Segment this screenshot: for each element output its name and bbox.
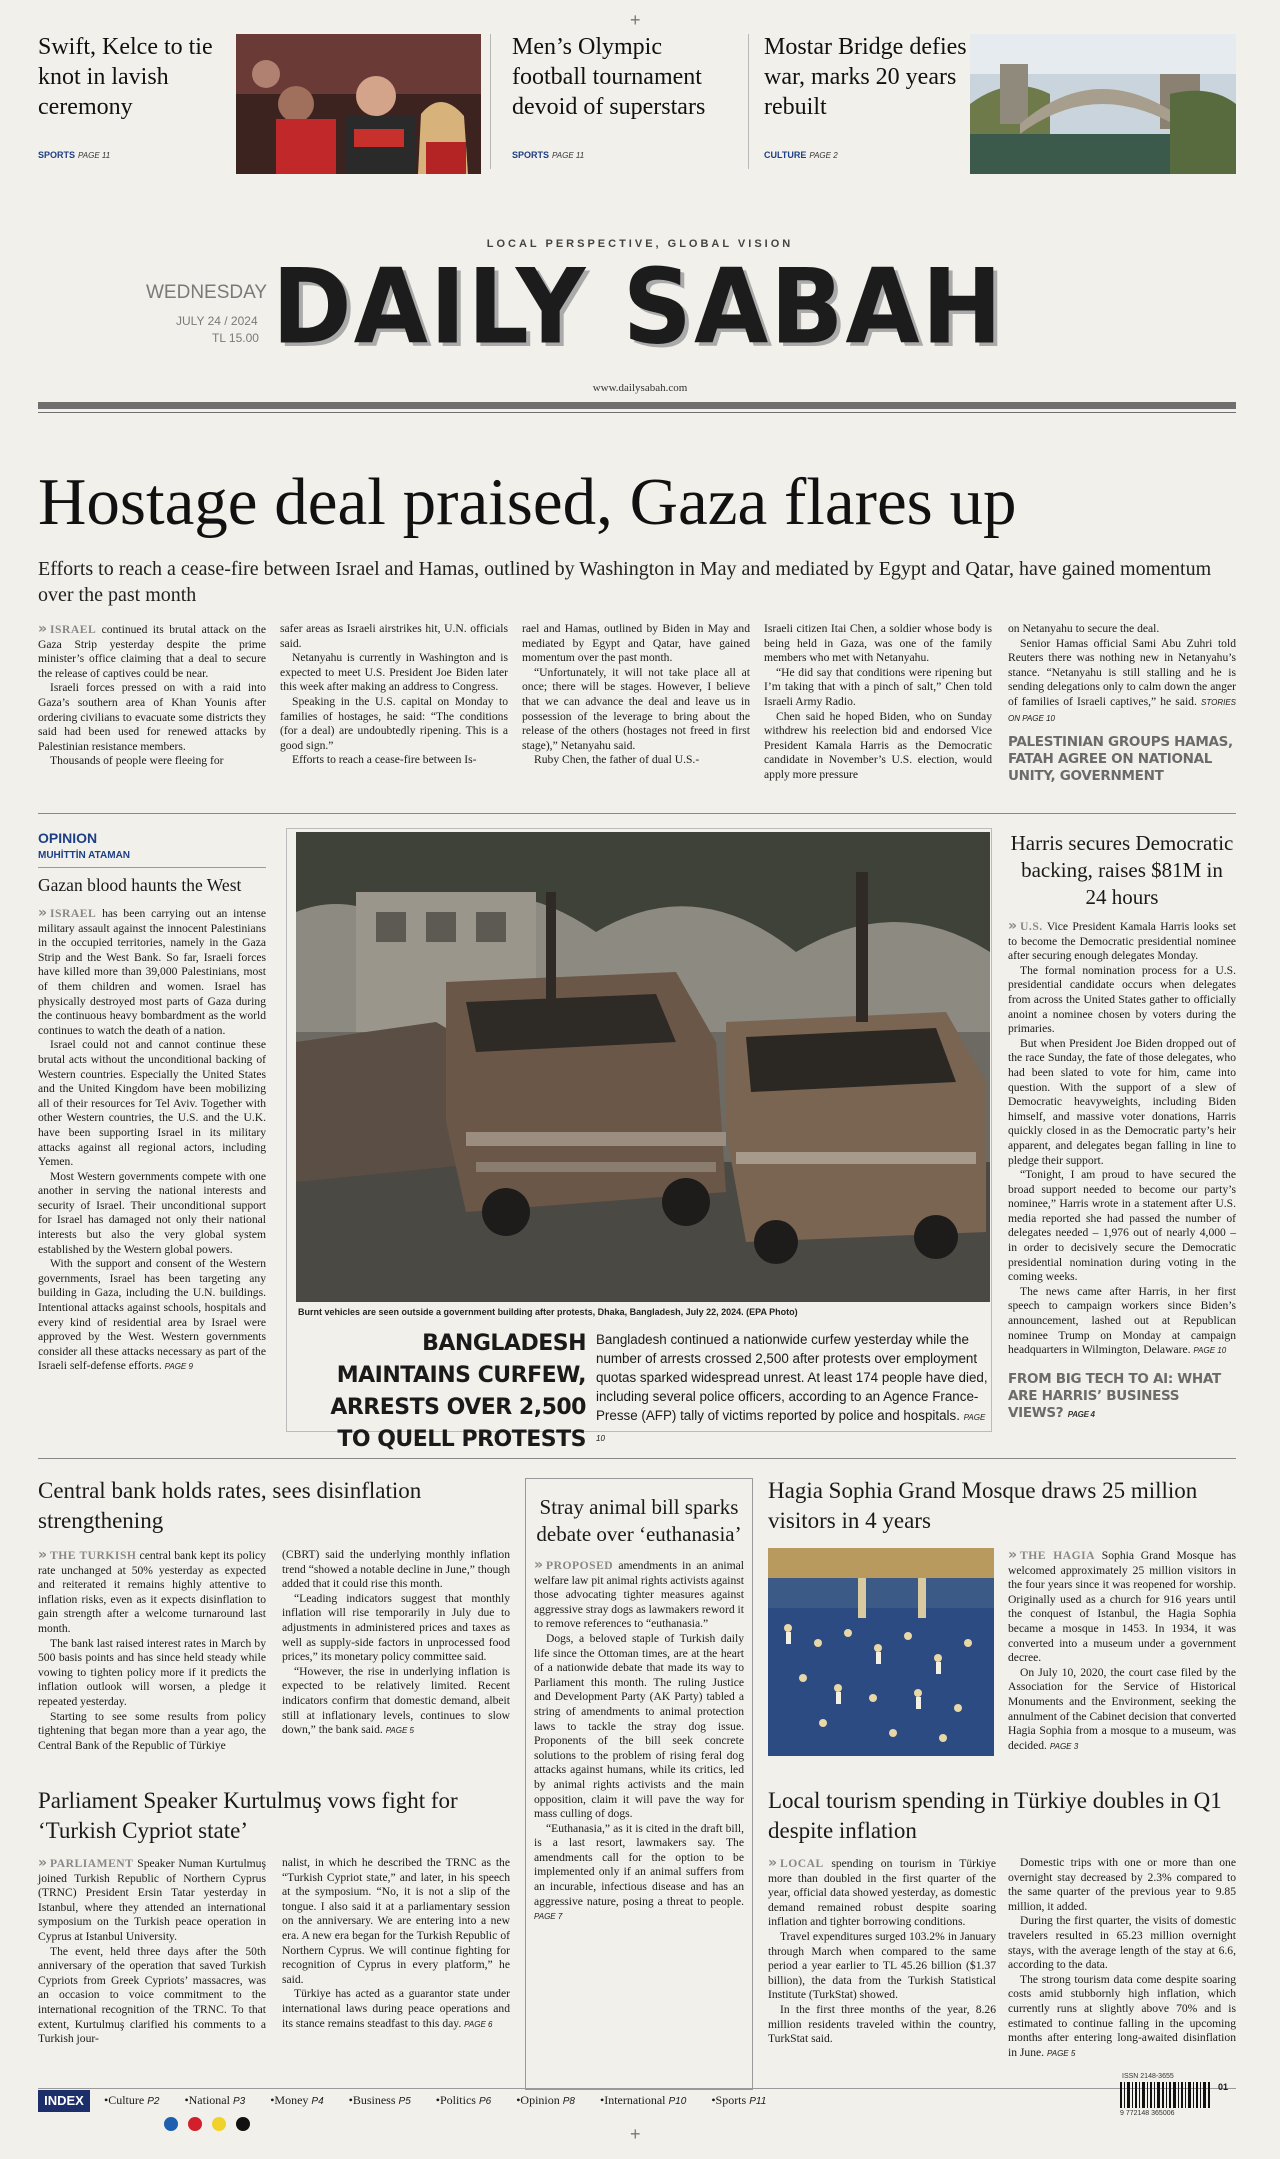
barcode-icon xyxy=(1120,2082,1216,2108)
issue-number: 01 xyxy=(1218,2082,1229,2092)
bangladesh-burnt-vehicles-photo xyxy=(296,832,990,1302)
chevron-right-icon: » xyxy=(534,1557,544,1573)
index-label: INDEX xyxy=(38,2090,90,2112)
index-item-money[interactable]: •Money P4 xyxy=(270,2093,324,2107)
bank-column-2: (CBRT) said the underlying monthly inflation trend “showed a notable decline in June,” though added that it could rise this month. “Leading indicators suggest that monthly inflation will rise temporarily in July due to adjustments in administered prices and taxes as well as supply-side factors in unprocessed food prices,” its monetary policy committee said. “However, the rise in underlying inflation is expected to be relatively limited. Recent indicators confirm that domestic demand, albeit still at inflationary levels, continues to slow down,” the bank said. PAGE 5 xyxy=(282,1548,510,1737)
index-items xyxy=(104,2093,766,2108)
masthead-url[interactable]: www.dailysabah.com xyxy=(592,382,688,394)
masthead-tagline: LOCAL PERSPECTIVE, GLOBAL VISION xyxy=(486,238,794,250)
tourism-title[interactable]: Local tourism spending in Türkiye doubles in Q1 despite inflation xyxy=(768,1788,1222,1843)
speaker-column-2: nalist, in which he described the TRNC as the “Turkish Cypriot state,” and later, in his speech at the symposium. “No, it is not a slip of the tongue. I also said it at a parliamentary session on the anniversary. We are entering into a new era. A new era began for the Turkish Republic of Northern Cyprus. We will continue fighting for recognition of Cyprus in every platform,” he said. Türkiye has acted as a guarantor state under international laws during peace operations and its stance remains steadfast to this day. PAGE 6 xyxy=(282,1856,510,2030)
harris-related-link[interactable]: FROM BIG TECH TO AI: WHAT ARE HARRIS’ BUSINESS VIEWS? PAGE 4 xyxy=(1008,1370,1221,1421)
teaser-strip xyxy=(0,0,1280,190)
index-item-politics[interactable]: •Politics P6 xyxy=(435,2093,492,2107)
swift-kelce-photo xyxy=(236,34,481,174)
harris-title[interactable]: Harris secures Democratic backing, raises $81M in 24 hours xyxy=(1010,831,1234,909)
opinion-author: MUHİTTİN ATAMAN xyxy=(38,850,131,861)
chevron-right-icon: » xyxy=(38,621,48,637)
lead-column-1: » ISRAEL continued its brutal attack on the Gaza Strip yesterday despite the prime minister’s office claiming that a deal to secure the release of captives could be near. Israeli forces pressed on with a raid into Gaza’s southern area of Khan Younis after ordering civilians to evacuate some districts they said had been used for renewed attacks by Palestinian resistance members. Thousands of people were fleeing for xyxy=(38,621,266,768)
lead-related-link[interactable]: PALESTINIAN GROUPS HAMAS, FATAH AGREE ON NATIONAL UNITY, GOVERNMENT xyxy=(1008,734,1233,785)
masthead-day: WEDNESDAY xyxy=(146,282,268,303)
barcode-digits: 9 772148 365006 xyxy=(1120,2110,1175,2117)
hagia-column: » THE HAGIA Sophia Grand Mosque has welcomed approximately 25 million visitors in the four years since it was reopened for worship. Originally used as a church for 916 years until the conquest of Istanbul, the Hagia Sophia became a mosque in 1453. In 1934, it was converted into a museum under a government decree. On July 10, 2020, the court case filed by the Association for the Service of Historical Monuments and the Environment, seeking the annulment of the Cabinet decision that converted Hagia Sophia from a mosque to a museum, was decided. PAGE 3 xyxy=(1008,1547,1236,1752)
hagia-title[interactable]: Hagia Sophia Grand Mosque draws 25 million visitors in 4 years xyxy=(768,1478,1198,1533)
mostar-bridge-photo xyxy=(970,34,1236,174)
teaser-title-olympics[interactable]: Men’s Olympic football tournament devoid of superstars xyxy=(512,34,706,120)
chevron-right-icon: » xyxy=(1008,1547,1018,1563)
speaker-column-1: » PARLIAMENT Speaker Numan Kurtulmuş joined Turkish Republic of Northern Cyprus (TRNC) President Ersin Tatar yesterday in Istanbul, where they attended an international symposium on the Turkish peace operation in Cyprus at Istanbul University. The event, held three days after the 50th anniversary of the operation that saved Turkish Cypriots from Greek Cypriots’ massacres, was an occasion to voice commitment to the international recognition of the TRNC. To that extent, Kurtulmuş clarified his comments to a Turkish jour- xyxy=(38,1855,266,2046)
lead-deck: Efforts to reach a cease-fire between Israel and Hamas, outlined by Washington in May and mediated by Egypt and Qatar, have gained momentum over the past month xyxy=(38,558,1212,606)
index-item-international[interactable]: •International P10 xyxy=(600,2093,687,2107)
masthead xyxy=(0,190,1280,420)
masthead-thin-rule xyxy=(38,412,1236,413)
index-item-sports[interactable]: •Sports P11 xyxy=(711,2093,767,2107)
masthead-price: TL 15.00 xyxy=(212,331,259,345)
lead-column-5: on Netanyahu to secure the deal. Senior Hamas official Sami Abu Zuhri told Reuters there was nothing new in Netanyahu’s stance. “Netanyahu is still stalling and he is sending delegations only to calm down the anger of families of Israeli captives,” he said. STORIES ON PAGE 10 PALESTINIAN GROUPS HAMAS, FATAH AGREE ON NATIONAL UNITY, GOVERNMENT xyxy=(1008,622,1236,785)
registration-mark-icon: + xyxy=(630,10,641,30)
chevron-right-icon: » xyxy=(38,1547,48,1563)
teaser-kicker-swift: SPORTS PAGE 11 xyxy=(38,150,111,160)
issn-number: ISSN 2148-3655 xyxy=(1122,2073,1174,2080)
lead-column-3: rael and Hamas, outlined by Biden in May and mediated by Egypt and Qatar, have gained momentum over the past month. “Unfortunately, it will not take place all at once; there will be stages. However, I believe that we can advance the deal and leave us in possession of the leverage to bring about the release of the others (hostages not freed in first stage),” Netanyahu said. Ruby Chen, the father of dual U.S.- xyxy=(522,622,750,767)
teaser-title-swift[interactable]: Swift, Kelce to tie knot in lavish ceremony xyxy=(38,34,213,120)
opinion-label: OPINION xyxy=(38,830,98,846)
harris-column: Harris secures Democratic backing, raises $81M in 24 hours » U.S. Vice President Kamala Harris looks set to become the Democratic presidential nominee after securing enough delegates Monday. The formal nomination process for a U.S. presidential candidate occurs when delegates from across the United States gather to officially anoint a nominee chosen by voters during the primaries. But when President Joe Biden dropped out of the race Sunday, the fate of those delegates, who had been slated to vote for him, came into question. With the support of a slew of Democratic heavyweights, including Biden himself, and massive voter donations, Harris quickly closed in as the Democratic party’s heir apparent, and delegates began falling in line to pledge their support. “Tonight, I am proud to have secured the broad support needed to become our party’s nominee,” Harris wrote in a statement after U.S. media reported she had passed the number of delegates needed – 1,976 out of nearly 4,000 – in order to decisively secure the Democratic presidential nomination during voting in the coming weeks. The news came after Harris, in her first speech to campaign workers since Biden’s announcement, lashed out at Republican nominee Trump on Monday at campaign headquarters in Wilmington, Delaware. PAGE 10 FROM BIG TECH TO AI: WHAT ARE HARRIS’ BUSINESS VIEWS? PAGE 4 xyxy=(1008,831,1236,1421)
chevron-right-icon: » xyxy=(768,1855,778,1871)
opinion-column: OPINION MUHİTTİN ATAMAN Gazan blood haunts the West » ISRAEL has been carrying out an intense military assault against the innocent Palestinians in the occupied territories, namely in the Gaza Strip and the West Bank. So far, Israeli forces have killed more than 39,000 Palestinians, most of them children and women. Israel has physically destroyed most parts of Gaza during the continuous heavy bombardment as the world continues to watch the death of a nation. Israel could not and cannot continue these brutal acts without the unconditional backing of Western countries. Especially the United States and the United Kingdom have been mobilizing all of their resources for Tel Aviv. Together with other Western countries, the U.S. and the U.K. have been supporting Israel in its military attacks against all regional actors, including Yemen. Most Western governments compete with one another in serving the national interests and security of Israel. Their unconditional support for Israel has damaged not only their national interests but also the very global system established by the Western global powers. With the support and consent of the Western governments, Israel has been targeting any building in Gaza, including the U.N. buildings. Intentional attacks against schools, hospitals and every kind of residential area by Israel were approved by the West. Western governments consider all these attacks necessary as part of the Israeli self-defense efforts. PAGE 9 xyxy=(38,830,266,1373)
teaser-kicker-olympics: SPORTS PAGE 11 xyxy=(512,150,585,160)
tourism-column-1: » LOCAL spending on tourism in Türkiye more than doubled in the first quarter of the year, official data showed yesterday, as domestic demand remained robust despite soaring inflation and tighter borrowing conditions. Travel expenditures surged 103.2% in January through March when compared to the same period a year earlier to TL 45.26 billion ($1.37 billion), the data from the Turkish Statistical Institute (TurkStat) showed. In the first three months of the year, 8.26 million residents traveled within the country, TurkStat said. xyxy=(768,1855,996,2046)
masthead-date: JULY 24 / 2024 xyxy=(176,314,258,328)
speaker-title[interactable]: Parliament Speaker Kurtulmuş vows fight for ‘Turkish Cypriot state’ xyxy=(38,1788,458,1843)
section-divider xyxy=(38,1458,1236,1459)
hagia-sophia-visitors-photo xyxy=(768,1548,994,1756)
bank-column-1: » THE TURKISH central bank kept its policy rate unchanged at 50% yesterday as expected and reiterated it remains highly attentive to inflation risks, even as it expects disinflation to gain strength after a welcome turnaround last month. The bank last raised interest rates in March by 500 basis points and has since held steady while vowing to tighten policy more if it predicts the inflation outlook will worsen, a pledge it repeated yesterday. Starting to see some results from policy tightening that began more than a year ago, the Central Bank of the Republic of Türkiye xyxy=(38,1547,266,1752)
chevron-right-icon: » xyxy=(38,905,48,921)
index-item-opinion[interactable]: •Opinion P8 xyxy=(516,2093,575,2107)
index-item-culture[interactable]: •Culture P2 xyxy=(104,2093,160,2107)
bangladesh-headline[interactable]: BANGLADESH MAINTAINS CURFEW, ARRESTS OVER 2,500 TO QUELL PROTESTS xyxy=(330,1331,586,1452)
teaser-kicker-mostar: CULTURE PAGE 2 xyxy=(764,150,838,160)
tourism-column-2: Domestic trips with one or more than one overnight stay decreased by 2.3% compared to the same quarter of the previous year to 9.85 million, it added. During the first quarter, the visits of domestic travelers resulted in 65.23 million overnight stays, with the average length of the stay at 6.6, according to the data. The strong tourism data come despite soaring costs amid stubbornly high inflation, which currently runs at slightly above 70% and is estimated to continue falling in the upcoming months after entering long-awaited disinflation in June. PAGE 5 xyxy=(1008,1856,1236,2059)
color-registration-dots xyxy=(164,2116,250,2135)
masthead-logo: DAILY SABAH xyxy=(271,246,1005,368)
index-item-national[interactable]: •National P3 xyxy=(184,2093,246,2107)
masthead-rule xyxy=(38,402,1236,409)
lead-column-4: Israeli citizen Itai Chen, a soldier whose body is being held in Gaza, was one of the family members who met with Netanyahu. “He did say that conditions were ripening but I’m taking that with a pinch of salt,” Chen told Israeli Army Radio. Chen said he hoped Biden, who on Sunday withdrew his reelection bid and endorsed Vice President Kamala Harris as the Democratic candidate in November’s U.S. election, would apply more pressure xyxy=(764,622,992,781)
photo-caption: Burnt vehicles are seen outside a government building after protests, Dhaka, Bangladesh, July 22, 2024. (EPA Photo) xyxy=(298,1307,798,1317)
opinion-title[interactable]: Gazan blood haunts the West xyxy=(38,875,242,895)
chevron-right-icon: » xyxy=(1008,918,1018,934)
teaser-title-mostar[interactable]: Mostar Bridge defies war, marks 20 years rebuilt xyxy=(764,34,967,120)
index-bar xyxy=(38,2090,1236,2122)
section-divider xyxy=(38,813,1236,814)
bank-title[interactable]: Central bank holds rates, sees disinflation strengthening xyxy=(38,1478,422,1533)
chevron-right-icon: » xyxy=(38,1855,48,1871)
lead-column-2: safer areas as Israeli airstrikes hit, U.N. officials said. Netanyahu is currently in Washington and is expected to meet U.S. President Joe Biden later this week after making an address to Congress. Speaking in the U.S. capital on Monday to families of hostages, he said: “The conditions (for a deal) are undoubtedly ripening. This is a good sign.” Efforts to reach a cease-fire between Is- xyxy=(280,622,508,767)
bangladesh-text: Bangladesh continued a nationwide curfew yesterday while the number of arrests crossed 2,500 after protests over employment quotas sparked widespread unrest. At least 174 people have died, including several police officers, according to an Agence France-Presse (AFP) tally of victims reported by police and hospitals. PAGE 10 xyxy=(596,1332,988,1443)
lead-headline[interactable]: Hostage deal praised, Gaza flares up xyxy=(38,465,1017,539)
registration-mark-icon: + xyxy=(630,2124,641,2144)
stray-column: Stray animal bill sparks debate over ‘euthanasia’ » PROPOSED amendments in an animal welfare law pit animal rights activists against those advocating tighter measures against aggressive stray dogs as lawmakers reword it to remove references to “euthanasia.” Dogs, a beloved staple of Turkish daily life since the Ottoman times, are at the heart of a nationwide debate that made its way to Parliament this month. The ruling Justice and Development Party (AK Party) tabled a string of amendments to animal protection laws to tackle the stray dog issue. Proponents of the bill seek concrete solutions to the problem of rising feral dog attacks against humans, while its critics, led by animal rights activists and the main opposition, claim it will pave the way for mass culling of dogs. “Euthanasia,” as it is cited in the draft bill, is a last resort, lawmakers say. The amendments call for the option to be implemented only if an animal suffers from an incurable, infectious disease and has an aggressive nature, posing a threat to people. PAGE 7 xyxy=(534,1495,744,1922)
index-item-business[interactable]: •Business P5 xyxy=(348,2093,411,2107)
stray-title[interactable]: Stray animal bill sparks debate over ‘euthanasia’ xyxy=(536,1495,742,1546)
